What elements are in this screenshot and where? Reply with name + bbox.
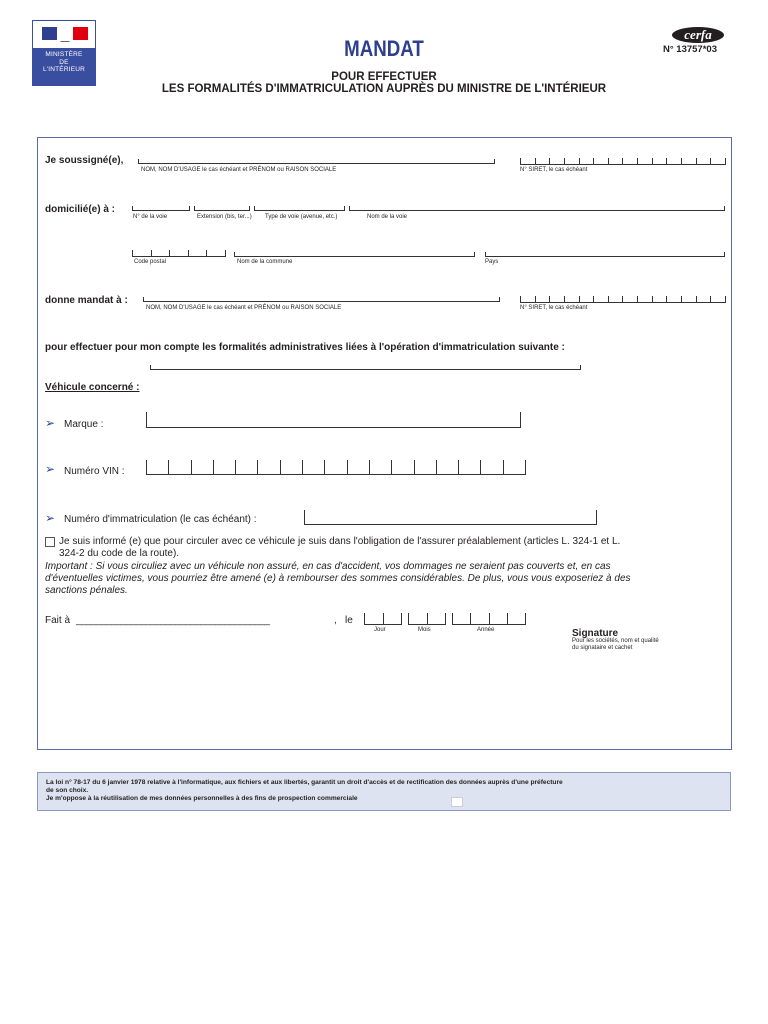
immat-field[interactable] — [304, 510, 597, 525]
voie-type-hint: Type de voie (avenue, etc.) — [265, 214, 338, 220]
fait-a-label: Fait à — [45, 615, 71, 626]
voie-number-hint: N° de la voie — [133, 214, 168, 220]
vin-label: Numéro VIN : — [64, 466, 125, 477]
signature-hint-2: du signataire et cachet — [572, 645, 633, 651]
vin-field[interactable] — [146, 460, 526, 475]
mandat-label: donne mandat à : — [45, 295, 128, 306]
commune-field[interactable] — [234, 252, 475, 257]
date-day-field[interactable] — [364, 613, 402, 625]
subtitle-line-2: LES FORMALITÉS D'IMMATRICULATION AUPRÈS DU MINISTRE DE L'INTÉRIEUR — [161, 83, 607, 95]
ministry-name: MINISTÈRE DE L'INTÉRIEUR — [33, 48, 95, 85]
vehicule-title: Véhicule concerné : — [45, 382, 140, 393]
soussigne-siret-hint: N° SIRET, le cas échéant — [520, 167, 588, 173]
code-postal-field[interactable] — [132, 250, 226, 257]
mandat-siret-hint: N° SIRET, le cas échéant — [520, 305, 588, 311]
subtitle-line-1: POUR EFFECTUER — [331, 71, 437, 83]
signature-area[interactable] — [560, 655, 725, 740]
assurance-text-2: 324-2 du code de la route). — [59, 548, 180, 559]
privacy-text-2: de son choix. — [46, 787, 89, 794]
voie-type-field[interactable] — [254, 206, 345, 211]
privacy-text-1: La loi n° 78-17 du 6 janvier 1978 relative à l'informatique, aux fichiers et aux libertés, garantit un droit d'accès et de rectification des données auprès d'une préfecture — [46, 779, 563, 786]
cerfa-number: N° 13757*03 — [663, 44, 717, 55]
date-year-hint: Année — [477, 627, 495, 633]
date-day-hint: Jour — [374, 627, 386, 633]
important-text-3: sanctions pénales. — [45, 585, 128, 596]
marianne-icon: ▬▬▬ — [60, 39, 70, 43]
arrow-icon: ➢ — [45, 511, 56, 525]
mandat-hint: NOM, NOM D'USAGE le cas échéant et PRÉNOM ou RAISON SOCIALE — [146, 305, 342, 311]
comma: , — [334, 615, 337, 626]
operation-field[interactable] — [150, 365, 581, 370]
le-label: le — [345, 615, 353, 626]
signature-title: Signature — [572, 628, 619, 639]
voie-name-field[interactable] — [349, 206, 725, 211]
immat-label: Numéro d'immatriculation (le cas échéant) : — [64, 514, 257, 525]
date-month-field[interactable] — [408, 613, 446, 625]
opt-out-checkbox[interactable] — [451, 797, 463, 807]
pays-hint: Pays — [485, 259, 499, 265]
fait-a-field[interactable]: _______________________________________ — [76, 615, 270, 626]
cerfa-logo: cerfa — [672, 27, 724, 43]
arrow-icon: ➢ — [45, 462, 56, 476]
soussigne-name-field[interactable] — [138, 159, 495, 164]
voie-extension-field[interactable] — [194, 206, 250, 211]
soussigne-hint: NOM, NOM D'USAGE le cas échéant et PRÉNOM ou RAISON SOCIALE — [141, 167, 337, 173]
page-title: MANDAT — [344, 36, 424, 61]
code-postal-hint: Code postal — [134, 259, 167, 265]
commune-hint: Nom de la commune — [237, 259, 293, 265]
assurance-text-1: Je suis informé (e) que pour circuler avec ce véhicule je suis dans l'obligation de l'assurer préalablement (articles L. 324-1 et L. — [59, 536, 621, 547]
voie-name-hint: Nom de la voie — [367, 214, 408, 220]
marque-label: Marque : — [64, 419, 104, 430]
date-year-field[interactable] — [452, 613, 526, 625]
voie-extension-hint: Extension (bis, ter...) — [197, 214, 252, 220]
domicile-label: domicilié(e) à : — [45, 204, 116, 215]
pays-field[interactable] — [485, 252, 725, 257]
date-month-hint: Mois — [418, 627, 431, 633]
signature-hint-1: Pour les sociétés, nom et qualité — [572, 638, 659, 644]
soussigne-label: Je soussigné(e), — [45, 155, 124, 166]
marque-field[interactable] — [146, 412, 521, 428]
assurance-checkbox[interactable] — [45, 537, 55, 547]
privacy-footer — [37, 772, 731, 811]
important-text-2: d'éventuelles victimes, vous pourriez être amené (e) à rembourser des sommes considérables. De plus, vous vous exposeriez à des — [45, 573, 631, 584]
privacy-text-3: Je m'oppose à la réutilisation de mes données personnelles à des fins de prospection commerciale — [46, 795, 358, 802]
soussigne-siret-field[interactable] — [520, 158, 726, 165]
mandataire-siret-field[interactable] — [520, 296, 726, 303]
operation-text: pour effectuer pour mon compte les formalités administratives liées à l'opération d'immatriculation suivante : — [45, 342, 565, 353]
voie-number-field[interactable] — [132, 206, 190, 211]
important-text-1: Important : Si vous circuliez avec un véhicule non assuré, en cas d'accident, vos dommages ne seraient pas couverts et, en cas — [45, 561, 611, 572]
arrow-icon: ➢ — [45, 416, 56, 430]
mandataire-name-field[interactable] — [143, 297, 500, 302]
